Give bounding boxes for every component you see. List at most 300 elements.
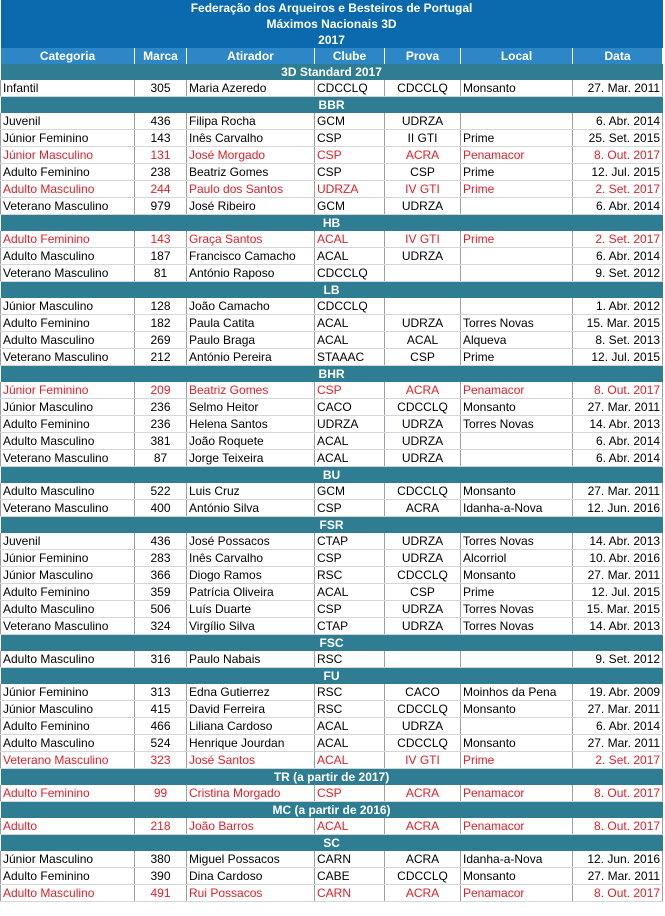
section-title: BU [1, 467, 663, 484]
atirador-cell: António Raposo [187, 265, 315, 282]
marca-cell: 99 [135, 785, 187, 802]
categoria-cell: Júnior Masculino [1, 701, 135, 718]
local-cell: Prime [461, 349, 573, 366]
local-cell: Torres Novas [461, 416, 573, 433]
prova-cell: UDRZA [385, 248, 461, 265]
clube-cell: CDCCLQ [315, 80, 385, 97]
prova-cell: CDCCLQ [385, 868, 461, 885]
marca-cell: 380 [135, 851, 187, 868]
categoria-cell: Veterano Masculino [1, 500, 135, 517]
clube-cell: ACAL [315, 248, 385, 265]
local-cell [461, 450, 573, 467]
data-cell: 10. Abr. 2016 [573, 550, 663, 567]
prova-cell: ACRA [385, 382, 461, 399]
local-cell: Prime [461, 752, 573, 769]
atirador-cell: Miguel Possacos [187, 851, 315, 868]
marca-cell: 979 [135, 198, 187, 215]
marca-cell: 313 [135, 684, 187, 701]
marca-cell: 466 [135, 718, 187, 735]
table-row [1, 601, 663, 618]
marca-cell: 187 [135, 248, 187, 265]
categoria-cell: Veterano Masculino [1, 265, 135, 282]
clube-cell: CABE [315, 868, 385, 885]
header-data: Data [573, 48, 663, 64]
data-cell: 6. Abr. 2014 [573, 433, 663, 450]
categoria-cell: Adulto Masculino [1, 181, 135, 198]
local-cell [461, 651, 573, 668]
local-cell: Penamacor [461, 382, 573, 399]
marca-cell: 236 [135, 399, 187, 416]
prova-cell: UDRZA [385, 315, 461, 332]
atirador-cell: Maria Azeredo [187, 80, 315, 97]
section-header [1, 668, 663, 685]
categoria-cell: Júnior Masculino [1, 851, 135, 868]
section-header [1, 517, 663, 534]
clube-cell: CTAP [315, 533, 385, 550]
prova-cell: UDRZA [385, 198, 461, 215]
marca-cell: 436 [135, 533, 187, 550]
clube-cell: CDCCLQ [315, 265, 385, 282]
local-cell: Monsanto [461, 567, 573, 584]
section-title: FSR [1, 517, 663, 534]
atirador-cell: João Roquete [187, 433, 315, 450]
atirador-cell: Selmo Heitor [187, 399, 315, 416]
prova-cell: CDCCLQ [385, 483, 461, 500]
local-cell: Torres Novas [461, 315, 573, 332]
data-cell: 14. Abr. 2013 [573, 533, 663, 550]
categoria-cell: Adulto Masculino [1, 433, 135, 450]
categoria-cell: Adulto Feminino [1, 718, 135, 735]
categoria-cell: Júnior Feminino [1, 382, 135, 399]
prova-cell: UDRZA [385, 718, 461, 735]
marca-cell: 400 [135, 500, 187, 517]
marca-cell: 244 [135, 181, 187, 198]
categoria-cell: Adulto Masculino [1, 651, 135, 668]
prova-cell: IV GTI [385, 752, 461, 769]
data-cell: 2. Set. 2017 [573, 752, 663, 769]
section-title: HB [1, 215, 663, 232]
table-row [1, 450, 663, 467]
categoria-cell: Adulto Masculino [1, 735, 135, 752]
prova-cell: ACRA [385, 851, 461, 868]
table-row [1, 584, 663, 601]
prova-cell: CDCCLQ [385, 567, 461, 584]
atirador-cell: José Santos [187, 752, 315, 769]
local-cell: Prime [461, 130, 573, 147]
data-cell: 12. Jul. 2015 [573, 584, 663, 601]
clube-cell: RSC [315, 684, 385, 701]
table-row [1, 147, 663, 164]
categoria-cell: Veterano Masculino [1, 450, 135, 467]
clube-cell: ACAL [315, 735, 385, 752]
data-cell: 27. Mar. 2011 [573, 399, 663, 416]
section-header [1, 366, 663, 383]
clube-cell: GCM [315, 483, 385, 500]
header-clube: Clube [315, 48, 385, 64]
clube-cell: CSP [315, 601, 385, 618]
local-cell: Monsanto [461, 483, 573, 500]
atirador-cell: Francisco Camacho [187, 248, 315, 265]
atirador-cell: António Pereira [187, 349, 315, 366]
local-cell: Monsanto [461, 399, 573, 416]
categoria-cell: Adulto Feminino [1, 868, 135, 885]
atirador-cell: Beatriz Gomes [187, 382, 315, 399]
marca-cell: 323 [135, 752, 187, 769]
title-row-1 [1, 0, 663, 16]
prova-cell [385, 265, 461, 282]
prova-cell: ACRA [385, 885, 461, 902]
marca-cell: 522 [135, 483, 187, 500]
marca-cell: 381 [135, 433, 187, 450]
clube-cell: CSP [315, 164, 385, 181]
table-row [1, 80, 663, 97]
data-cell: 6. Abr. 2014 [573, 113, 663, 130]
clube-cell: CSP [315, 500, 385, 517]
data-cell: 27. Mar. 2011 [573, 567, 663, 584]
atirador-cell: Patrícia Oliveira [187, 584, 315, 601]
local-cell: Monsanto [461, 80, 573, 97]
table-row [1, 113, 663, 130]
local-cell: Penamacor [461, 785, 573, 802]
section-title: LB [1, 282, 663, 299]
prova-cell: CSP [385, 584, 461, 601]
document-title: Máximos Nacionais 3D [1, 16, 663, 32]
table-row [1, 382, 663, 399]
year-title: 2017 [1, 32, 663, 48]
prova-cell: II GTI [385, 130, 461, 147]
prova-cell: UDRZA [385, 450, 461, 467]
data-cell: 8. Set. 2013 [573, 332, 663, 349]
prova-cell: ACRA [385, 147, 461, 164]
prova-cell: CACO [385, 684, 461, 701]
clube-cell: ACAL [315, 450, 385, 467]
data-cell: 15. Mar. 2015 [573, 601, 663, 618]
clube-cell: GCM [315, 198, 385, 215]
clube-cell: ACAL [315, 818, 385, 835]
prova-cell: UDRZA [385, 113, 461, 130]
marca-cell: 316 [135, 651, 187, 668]
prova-cell [385, 298, 461, 315]
section-header [1, 215, 663, 232]
atirador-cell: José Possacos [187, 533, 315, 550]
header-prova: Prova [385, 48, 461, 64]
marca-cell: 305 [135, 80, 187, 97]
clube-cell: CTAP [315, 618, 385, 635]
data-cell: 27. Mar. 2011 [573, 483, 663, 500]
local-cell: Prime [461, 181, 573, 198]
atirador-cell: Luís Duarte [187, 601, 315, 618]
local-cell: Idanha-a-Nova [461, 851, 573, 868]
data-cell: 6. Abr. 2014 [573, 718, 663, 735]
atirador-cell: Rui Possacos [187, 885, 315, 902]
table-row [1, 248, 663, 265]
local-cell [461, 248, 573, 265]
prova-cell: CSP [385, 349, 461, 366]
clube-cell: CSP [315, 785, 385, 802]
prova-cell: ACRA [385, 818, 461, 835]
data-cell: 27. Mar. 2011 [573, 701, 663, 718]
table-row [1, 701, 663, 718]
data-cell: 19. Abr. 2009 [573, 684, 663, 701]
prova-cell: UDRZA [385, 618, 461, 635]
prova-cell: UDRZA [385, 533, 461, 550]
marca-cell: 415 [135, 701, 187, 718]
section-header [1, 835, 663, 852]
section-header [1, 97, 663, 114]
categoria-cell: Adulto Masculino [1, 601, 135, 618]
table-row [1, 416, 663, 433]
categoria-cell: Adulto Feminino [1, 315, 135, 332]
section-title: FU [1, 668, 663, 685]
local-cell: Prime [461, 231, 573, 248]
data-cell: 8. Out. 2017 [573, 147, 663, 164]
table-row [1, 718, 663, 735]
section-header [1, 769, 663, 786]
atirador-cell: Inês Carvalho [187, 130, 315, 147]
table-row [1, 332, 663, 349]
marca-cell: 324 [135, 618, 187, 635]
header-atirador: Atirador [187, 48, 315, 64]
clube-cell: RSC [315, 701, 385, 718]
clube-cell: CDCCLQ [315, 298, 385, 315]
local-cell: Prime [461, 584, 573, 601]
prova-cell: CSP [385, 164, 461, 181]
categoria-cell: Júnior Feminino [1, 684, 135, 701]
marca-cell: 238 [135, 164, 187, 181]
marca-cell: 524 [135, 735, 187, 752]
prova-cell: IV GTI [385, 231, 461, 248]
atirador-cell: José Morgado [187, 147, 315, 164]
section-header [1, 635, 663, 652]
atirador-cell: Luis Cruz [187, 483, 315, 500]
table-row [1, 265, 663, 282]
clube-cell: CSP [315, 130, 385, 147]
data-cell: 14. Abr. 2013 [573, 618, 663, 635]
marca-cell: 182 [135, 315, 187, 332]
atirador-cell: José Ribeiro [187, 198, 315, 215]
header-local: Local [461, 48, 573, 64]
marca-cell: 390 [135, 868, 187, 885]
atirador-cell: Inês Carvalho [187, 550, 315, 567]
prova-cell: UDRZA [385, 601, 461, 618]
local-cell: Monsanto [461, 701, 573, 718]
categoria-cell: Júnior Feminino [1, 130, 135, 147]
table-row [1, 851, 663, 868]
table-row [1, 735, 663, 752]
clube-cell: GCM [315, 113, 385, 130]
prova-cell: IV GTI [385, 181, 461, 198]
atirador-cell: Helena Santos [187, 416, 315, 433]
marca-cell: 506 [135, 601, 187, 618]
marca-cell: 359 [135, 584, 187, 601]
table-row [1, 130, 663, 147]
clube-cell: STAAAC [315, 349, 385, 366]
atirador-cell: Liliana Cardoso [187, 718, 315, 735]
federation-title: Federação dos Arqueiros e Besteiros de Portugal [1, 0, 663, 16]
local-cell: Monsanto [461, 868, 573, 885]
data-cell: 8. Out. 2017 [573, 382, 663, 399]
clube-cell: CARN [315, 851, 385, 868]
local-cell [461, 298, 573, 315]
data-cell: 12. Jun. 2016 [573, 851, 663, 868]
clube-cell: RSC [315, 567, 385, 584]
prova-cell [385, 651, 461, 668]
prova-cell: CDCCLQ [385, 80, 461, 97]
table-row [1, 684, 663, 701]
data-cell: 12. Jul. 2015 [573, 164, 663, 181]
marca-cell: 143 [135, 231, 187, 248]
atirador-cell: Paulo Nabais [187, 651, 315, 668]
section-header [1, 467, 663, 484]
data-cell: 12. Jun. 2016 [573, 500, 663, 517]
categoria-cell: Adulto Feminino [1, 785, 135, 802]
section-header [1, 64, 663, 80]
atirador-cell: Jorge Teixeira [187, 450, 315, 467]
section-title: MC (a partir de 2016) [1, 802, 663, 819]
atirador-cell: Filipa Rocha [187, 113, 315, 130]
atirador-cell: Virgílio Silva [187, 618, 315, 635]
local-cell: Penamacor [461, 818, 573, 835]
section-title: BHR [1, 366, 663, 383]
prova-cell: CDCCLQ [385, 701, 461, 718]
categoria-cell: Adulto Masculino [1, 885, 135, 902]
atirador-cell: João Barros [187, 818, 315, 835]
local-cell: Torres Novas [461, 601, 573, 618]
table-row [1, 618, 663, 635]
table-row [1, 164, 663, 181]
categoria-cell: Adulto Feminino [1, 164, 135, 181]
data-cell: 2. Set. 2017 [573, 181, 663, 198]
categoria-cell: Júnior Masculino [1, 147, 135, 164]
marca-cell: 128 [135, 298, 187, 315]
clube-cell: CSP [315, 550, 385, 567]
table-row [1, 500, 663, 517]
clube-cell: ACAL [315, 752, 385, 769]
data-cell: 27. Mar. 2011 [573, 735, 663, 752]
data-cell: 9. Set. 2012 [573, 265, 663, 282]
atirador-cell: Paula Catita [187, 315, 315, 332]
categoria-cell: Adulto Feminino [1, 231, 135, 248]
prova-cell: CDCCLQ [385, 399, 461, 416]
categoria-cell: Júnior Masculino [1, 567, 135, 584]
atirador-cell: David Ferreira [187, 701, 315, 718]
local-cell: Moinhos da Pena [461, 684, 573, 701]
atirador-cell: João Camacho [187, 298, 315, 315]
atirador-cell: Paulo Braga [187, 332, 315, 349]
local-cell: Idanha-a-Nova [461, 500, 573, 517]
local-cell [461, 433, 573, 450]
marca-cell: 143 [135, 130, 187, 147]
prova-cell: UDRZA [385, 550, 461, 567]
section-title: 3D Standard 2017 [1, 64, 663, 80]
section-title: SC [1, 835, 663, 852]
clube-cell: ACAL [315, 231, 385, 248]
title-row-3 [1, 32, 663, 48]
categoria-cell: Veterano Masculino [1, 198, 135, 215]
local-cell: Penamacor [461, 885, 573, 902]
clube-cell: CSP [315, 147, 385, 164]
data-cell: 2. Set. 2017 [573, 231, 663, 248]
atirador-cell: Paulo dos Santos [187, 181, 315, 198]
local-cell: Torres Novas [461, 533, 573, 550]
atirador-cell: Dina Cardoso [187, 868, 315, 885]
header-marca: Marca [135, 48, 187, 64]
marca-cell: 269 [135, 332, 187, 349]
table-row [1, 550, 663, 567]
marca-cell: 212 [135, 349, 187, 366]
clube-cell: UDRZA [315, 416, 385, 433]
clube-cell: ACAL [315, 332, 385, 349]
categoria-cell: Júnior Feminino [1, 550, 135, 567]
table-row [1, 868, 663, 885]
data-cell: 8. Out. 2017 [573, 818, 663, 835]
marca-cell: 209 [135, 382, 187, 399]
table-row [1, 349, 663, 366]
categoria-cell: Adulto Masculino [1, 332, 135, 349]
prova-cell: ACRA [385, 785, 461, 802]
atirador-cell: Edna Gutierrez [187, 684, 315, 701]
table-row [1, 651, 663, 668]
atirador-cell: Cristina Morgado [187, 785, 315, 802]
local-cell: Penamacor [461, 147, 573, 164]
data-cell: 27. Mar. 2011 [573, 868, 663, 885]
prova-cell: ACAL [385, 332, 461, 349]
section-title: TR (a partir de 2017) [1, 769, 663, 786]
marca-cell: 81 [135, 265, 187, 282]
table-row [1, 231, 663, 248]
categoria-cell: Adulto Feminino [1, 416, 135, 433]
clube-cell: CSP [315, 382, 385, 399]
categoria-cell: Juvenil [1, 533, 135, 550]
clube-cell: RSC [315, 651, 385, 668]
marca-cell: 436 [135, 113, 187, 130]
local-cell [461, 113, 573, 130]
clube-cell: CARN [315, 885, 385, 902]
categoria-cell: Juvenil [1, 113, 135, 130]
column-header-row [1, 48, 663, 64]
marca-cell: 131 [135, 147, 187, 164]
categoria-cell: Adulto Masculino [1, 483, 135, 500]
atirador-cell: Henrique Jourdan [187, 735, 315, 752]
categoria-cell: Júnior Masculino [1, 399, 135, 416]
table-row [1, 181, 663, 198]
local-cell [461, 265, 573, 282]
data-cell: 6. Abr. 2014 [573, 248, 663, 265]
data-cell: 6. Abr. 2014 [573, 198, 663, 215]
atirador-cell: Diogo Ramos [187, 567, 315, 584]
data-cell: 12. Jul. 2015 [573, 349, 663, 366]
local-cell: Torres Novas [461, 618, 573, 635]
marca-cell: 491 [135, 885, 187, 902]
table-row [1, 315, 663, 332]
data-cell: 1. Abr. 2012 [573, 298, 663, 315]
clube-cell: ACAL [315, 718, 385, 735]
section-header [1, 802, 663, 819]
table-row [1, 785, 663, 802]
prova-cell: CDCCLQ [385, 735, 461, 752]
data-cell: 8. Out. 2017 [573, 885, 663, 902]
table-row [1, 818, 663, 835]
section-header [1, 282, 663, 299]
table-row [1, 567, 663, 584]
local-cell: Alqueva [461, 332, 573, 349]
clube-cell: ACAL [315, 433, 385, 450]
header-categoria: Categoria [1, 48, 135, 64]
title-row-2 [1, 16, 663, 32]
marca-cell: 366 [135, 567, 187, 584]
data-cell: 6. Abr. 2014 [573, 450, 663, 467]
table-row [1, 483, 663, 500]
